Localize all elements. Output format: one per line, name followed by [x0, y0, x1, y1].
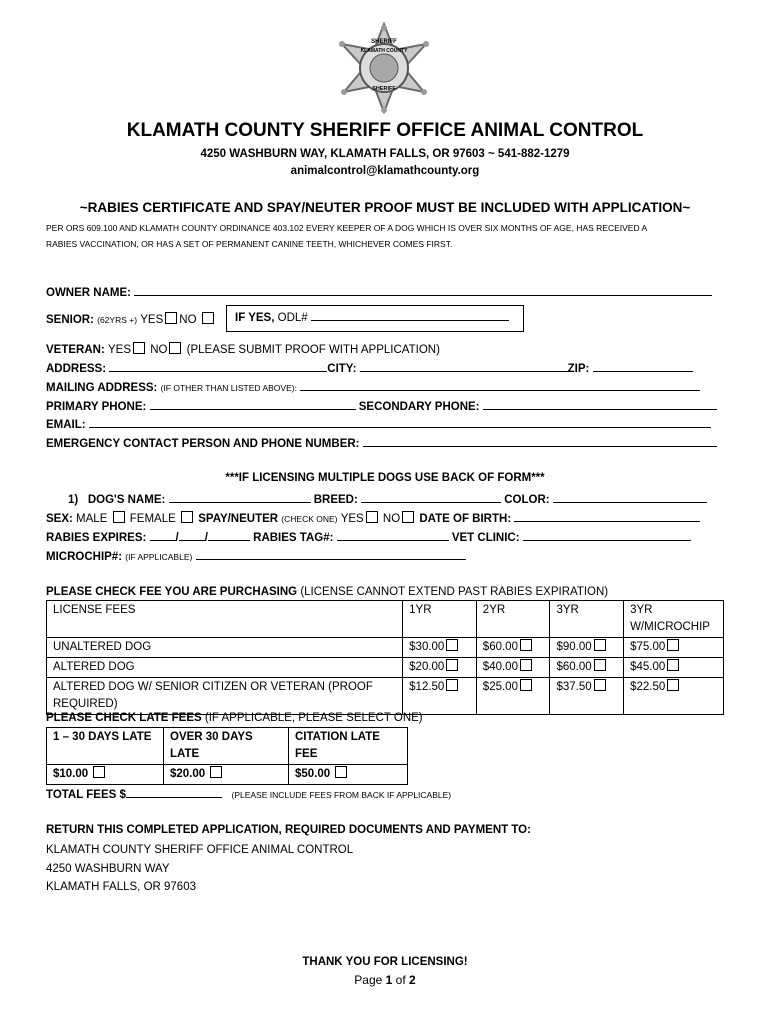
fee-checkbox[interactable] [667, 659, 679, 671]
late-fee-value: $10.00 [53, 768, 89, 780]
fee-value: $25.00 [482, 681, 518, 693]
color-label: COLOR: [504, 494, 550, 506]
rabies-tag-label: RABIES TAG#: [253, 532, 334, 544]
page-number [0, 973, 770, 987]
return-line-2: 4250 WASHBURN WAY [46, 863, 170, 875]
total-fees-row [46, 786, 451, 803]
vet-clinic-field[interactable] [523, 529, 691, 541]
address-label: ADDRESS: [46, 363, 107, 375]
date-slash-1: / [175, 532, 179, 544]
fee-checkbox[interactable] [520, 679, 532, 691]
late-header-over-30: OVER 30 DAYS LATE [164, 728, 289, 765]
license-fees-table [46, 600, 724, 715]
fee-checkbox[interactable] [667, 639, 679, 651]
dog-number: 1) [68, 494, 79, 506]
fee-value: $12.50 [409, 681, 445, 693]
male-checkbox[interactable] [113, 511, 125, 523]
fee-value: $30.00 [409, 641, 445, 653]
secondary-phone-label: SECONDARY PHONE: [358, 401, 480, 413]
city-label: CITY: [327, 363, 357, 375]
odl-label: ODL# [277, 312, 308, 324]
mailing-note: (IF OTHER THAN LISTED ABOVE): [160, 383, 297, 393]
microchip-label: MICROCHIP#: [46, 551, 123, 563]
fee-value: $60.00 [556, 661, 592, 673]
female-checkbox[interactable] [181, 511, 193, 523]
city-field[interactable] [360, 360, 568, 372]
notice-line-1: PER ORS 609.100 AND KLAMATH COUNTY ORDINANCE 403.102 EVERY KEEPER OF A DOG WHICH IS OVER SIX MONTHS OF AGE, HAS RECEIVED A [46, 223, 648, 233]
late-fee-value: $20.00 [170, 768, 206, 780]
fee-row-senior-veteran [47, 678, 724, 715]
late-fees-note: (IF APPLICABLE, PLEASE SELECT ONE) [204, 712, 423, 724]
dog-name-label: DOG'S NAME: [87, 494, 166, 506]
zip-field[interactable] [593, 360, 693, 372]
primary-phone-label: PRIMARY PHONE: [46, 401, 147, 413]
fee-value: $40.00 [482, 661, 518, 673]
late-fees-header-row [47, 728, 408, 765]
late-fee-value: $50.00 [295, 768, 331, 780]
fee-value: $60.00 [482, 641, 518, 653]
dog-name-field[interactable] [169, 491, 311, 503]
owner-name-label: OWNER NAME: [46, 287, 131, 299]
badge-bottom-text: SHERIFF [372, 86, 396, 92]
notice-heading: ~RABIES CERTIFICATE AND SPAY/NEUTER PROOF MUST BE INCLUDED WITH APPLICATION~ [79, 200, 691, 215]
phone-row [46, 398, 717, 415]
fee-checkbox[interactable] [594, 679, 606, 691]
senior-age-note: (62YRS +) [97, 315, 138, 325]
multiple-dogs-note: ***IF LICENSING MULTIPLE DOGS USE BACK OF FORM*** [225, 472, 545, 484]
microchip-row [46, 548, 466, 565]
fee-row-altered [47, 658, 724, 678]
fee-value: $45.00 [630, 661, 666, 673]
page-current: 1 [385, 973, 393, 987]
emergency-field[interactable] [363, 435, 717, 447]
rabies-expires-label: RABIES EXPIRES: [46, 532, 147, 544]
fee-checkbox[interactable] [594, 639, 606, 651]
fee-row-label: ALTERED DOG W/ SENIOR CITIZEN OR VETERAN (PROOF REQUIRED) [47, 678, 403, 715]
late-header-citation: CITATION LATE FEE [289, 728, 408, 765]
emergency-label: EMERGENCY CONTACT PERSON AND PHONE NUMBER: [46, 438, 360, 450]
total-fees-note: (PLEASE INCLUDE FEES FROM BACK IF APPLICABLE) [231, 790, 452, 800]
header-email: animalcontrol@klamathcounty.org [290, 165, 480, 177]
vet-clinic-label: VET CLINIC: [451, 532, 520, 544]
email-field[interactable] [89, 416, 711, 428]
spay-no-checkbox[interactable] [402, 511, 414, 523]
owner-name-field[interactable] [134, 284, 712, 296]
fees-header-3yr: 3YR [550, 601, 624, 638]
senior-row [46, 312, 216, 328]
veteran-label: VETERAN: [46, 344, 105, 356]
rabies-tag-field[interactable] [337, 529, 449, 541]
date-slash-2: / [204, 532, 208, 544]
fee-row-unaltered [47, 638, 724, 658]
late-fees-prompt: PLEASE CHECK LATE FEES [46, 712, 202, 724]
late-fees-table [46, 727, 408, 785]
email-label: EMAIL: [46, 419, 86, 431]
fee-value: $22.50 [630, 681, 666, 693]
mailing-row [46, 379, 700, 396]
late-fees-value-row [47, 765, 408, 785]
fee-checkbox[interactable] [446, 659, 458, 671]
sex-row [46, 510, 700, 527]
fees-header-3yr-microchip: 3YR W/MICROCHIP [624, 601, 724, 638]
thank-you-text: THANK YOU FOR LICENSING! [302, 956, 468, 968]
fees-prompt-row [46, 584, 608, 600]
address-row [46, 360, 693, 377]
fee-row-label: UNALTERED DOG [47, 638, 403, 658]
spay-no-label: NO [382, 513, 401, 525]
fee-value: $37.50 [556, 681, 592, 693]
return-line-1: KLAMATH COUNTY SHERIFF OFFICE ANIMAL CONTROL [46, 844, 354, 856]
rabies-month-field[interactable] [150, 529, 176, 541]
page-total: 2 [409, 973, 416, 987]
emergency-row [46, 435, 717, 452]
male-label: MALE [76, 513, 108, 525]
dob-label: DATE OF BIRTH: [419, 513, 512, 525]
dob-field[interactable] [514, 510, 700, 522]
sheriff-badge-logo [336, 22, 432, 114]
total-fees-field[interactable] [126, 786, 222, 798]
microchip-field[interactable] [196, 548, 466, 560]
color-field[interactable] [553, 491, 707, 503]
spay-yes-label: YES [340, 513, 364, 525]
odl-box [226, 305, 524, 332]
veteran-no-label: NO [150, 344, 168, 356]
return-line-3: KLAMATH FALLS, OR 97603 [46, 881, 196, 893]
if-yes-label: IF YES, [235, 312, 275, 324]
fee-row-label: ALTERED DOG [47, 658, 403, 678]
notice-line-2: RABIES VACCINATION, OR HAS A SET OF PERMANENT CANINE TEETH, WHICHEVER COMES FIRST. [46, 239, 453, 249]
veteran-row [46, 342, 440, 358]
late-header-1-30: 1 – 30 DAYS LATE [47, 728, 164, 765]
veteran-yes-checkbox[interactable] [133, 342, 145, 354]
dog-name-row [68, 491, 707, 508]
badge-top-text: SHERIFF [371, 39, 397, 45]
page-of-word: of [395, 973, 406, 987]
sex-label: SEX: [46, 513, 73, 525]
odl-field[interactable] [311, 309, 509, 321]
fee-checkbox[interactable] [520, 639, 532, 651]
fee-checkbox[interactable] [520, 659, 532, 671]
senior-yes-label: YES [140, 314, 164, 326]
total-fees-label: TOTAL FEES $ [46, 789, 126, 801]
female-label: FEMALE [129, 513, 176, 525]
email-row [46, 416, 711, 433]
owner-name-row [46, 284, 712, 301]
mailing-label: MAILING ADDRESS: [46, 382, 158, 394]
fee-checkbox[interactable] [594, 659, 606, 671]
form-title: KLAMATH COUNTY SHERIFF OFFICE ANIMAL CONTROL [126, 120, 644, 141]
senior-label: SENIOR: [46, 314, 94, 326]
breed-field[interactable] [361, 491, 501, 503]
badge-ring-text: KLAMATH COUNTY [360, 48, 408, 54]
veteran-yes-label: YES [107, 344, 131, 356]
rabies-day-field[interactable] [179, 529, 205, 541]
fees-header-label: LICENSE FEES [47, 601, 403, 638]
late-fees-prompt-row [46, 710, 423, 726]
veteran-no-checkbox[interactable] [169, 342, 181, 354]
fee-checkbox[interactable] [667, 679, 679, 691]
check-one-note: (CHECK ONE) [281, 514, 338, 524]
primary-phone-field[interactable] [150, 398, 356, 410]
rabies-year-field[interactable] [208, 529, 250, 541]
fees-header-1yr: 1YR [403, 601, 477, 638]
address-field[interactable] [109, 360, 327, 372]
late-fee-checkbox[interactable] [93, 766, 105, 778]
breed-label: BREED: [313, 494, 358, 506]
fee-checkbox[interactable] [446, 679, 458, 691]
spay-neuter-label: SPAY/NEUTER [198, 513, 279, 525]
senior-yes-checkbox[interactable] [165, 312, 177, 324]
senior-no-label: NO [179, 314, 197, 326]
fees-prompt: PLEASE CHECK FEE YOU ARE PURCHASING [46, 586, 298, 598]
fee-checkbox[interactable] [446, 639, 458, 651]
senior-no-checkbox[interactable] [202, 312, 214, 324]
spay-yes-checkbox[interactable] [366, 511, 378, 523]
zip-label: ZIP: [567, 363, 590, 375]
fees-header-2yr: 2YR [476, 601, 550, 638]
page-word: Page [354, 973, 383, 987]
header-address: 4250 WASHBURN WAY, KLAMATH FALLS, OR 97603 ~ 541-882-1279 [200, 148, 570, 160]
fee-value: $90.00 [556, 641, 592, 653]
return-heading: RETURN THIS COMPLETED APPLICATION, REQUIRED DOCUMENTS AND PAYMENT TO: [46, 824, 531, 836]
fees-header-row [47, 601, 724, 638]
late-fee-checkbox[interactable] [335, 766, 347, 778]
veteran-proof-note: (PLEASE SUBMIT PROOF WITH APPLICATION) [186, 344, 440, 356]
rabies-row [46, 529, 691, 546]
fees-prompt-note: (LICENSE CANNOT EXTEND PAST RABIES EXPIRATION) [300, 586, 609, 598]
late-fee-checkbox[interactable] [210, 766, 222, 778]
mailing-field[interactable] [300, 379, 700, 391]
fee-value: $75.00 [630, 641, 666, 653]
secondary-phone-field[interactable] [483, 398, 717, 410]
fee-value: $20.00 [409, 661, 445, 673]
microchip-note: (IF APPLICABLE) [125, 552, 193, 562]
